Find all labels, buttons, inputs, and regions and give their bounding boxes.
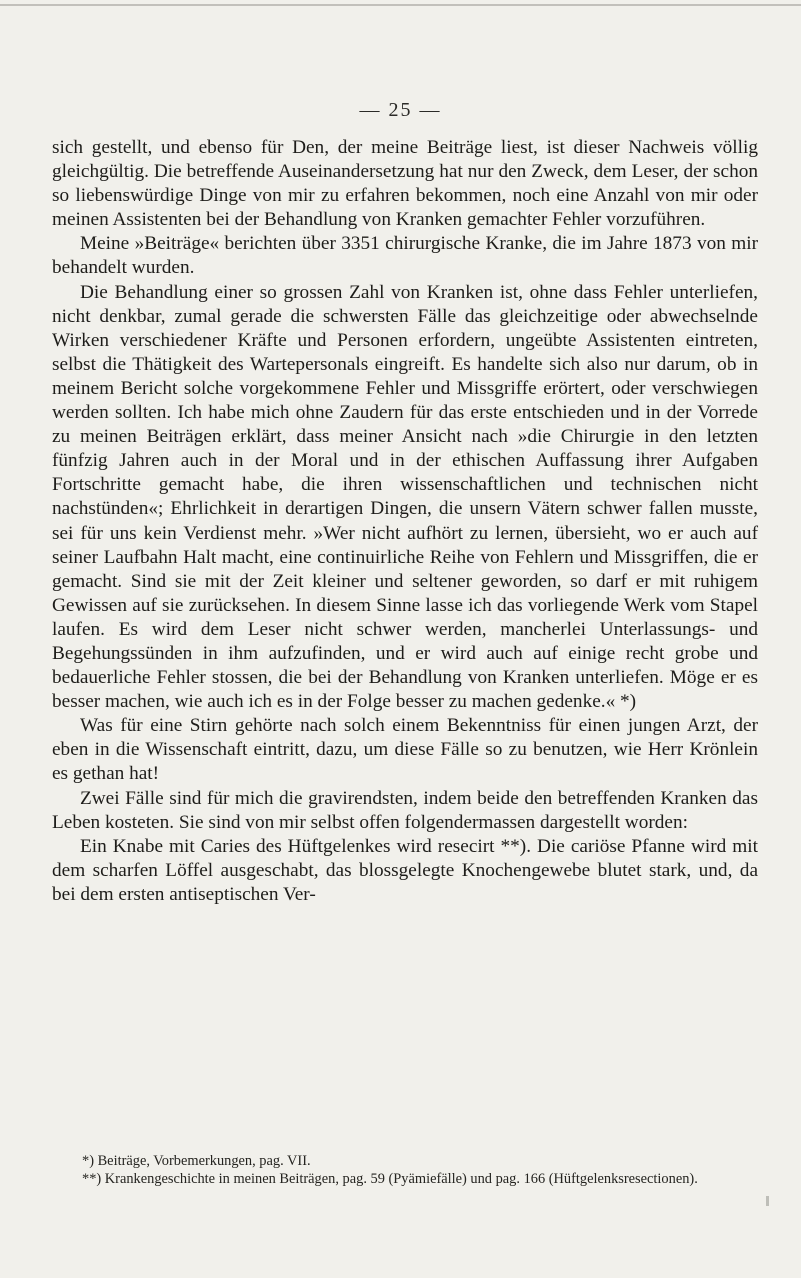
footnote: **) Krankengeschichte in meinen Beiträgen, pag. 59 (Pyämiefälle) und pag. 166 (Hüftgelenksresectionen). xyxy=(82,1171,698,1188)
footnote: *) Beiträge, Vorbemerkungen, pag. VII. xyxy=(82,1153,311,1169)
page-number: — 25 — xyxy=(359,99,442,121)
paragraph: Zwei Fälle sind für mich die gravirendsten, indem beide den betreffenden Kranken das Leben kosteten. Sie sind von mir selbst offen folgendermassen dargestellt worden: xyxy=(52,787,758,833)
footnotes xyxy=(52,1152,758,1188)
print-speck xyxy=(766,1196,769,1206)
page-edge-line xyxy=(0,4,801,6)
paragraph: Meine »Beiträge« berichten über 3351 chirurgische Kranke, die im Jahre 1873 von mir behandelt wurden. xyxy=(52,233,758,279)
body-text xyxy=(52,136,758,907)
paragraph: Ein Knabe mit Caries des Hüftgelenkes wird resecirt **). Die cariöse Pfanne wird mit dem scharfen Löffel ausgeschabt, das blossgelegte Knochengewebe blutet stark, und, da bei dem ersten antiseptischen Ver- xyxy=(52,835,758,905)
paragraph: Was für eine Stirn gehörte nach solch einem Bekenntniss für einen jungen Arzt, der eben in die Wissenschaft eintritt, dazu, um diese Fälle so zu benutzen, wie Herr Krönlein es gethan hat! xyxy=(52,715,758,785)
paragraph: sich gestellt, und ebenso für Den, der meine Beiträge liest, ist dieser Nachweis völlig gleichgültig. Die betreffende Auseinandersetzung hat nur den Zweck, dem Leser, der schon so liebenswürdige Dinge von mir zu erfahren bekommen, noch eine Anzahl von mir oder meinen Assistenten bei der Behandlung von Kranken gemachter Fehler vorzuführen. xyxy=(52,137,758,231)
paragraph: Die Behandlung einer so grossen Zahl von Kranken ist, ohne dass Fehler unterliefen, nicht denkbar, zumal gerade die schwersten Fälle das gleichzeitige oder abwechselnde Wirken verschiedener Kräfte und Personen erfordern, ungeübte Assistenten eintreten, selbst die Thätigkeit des Wartepersonals eingreift. Es handelte sich also nur darum, ob in meinem Bericht solche vorgekommene Fehler und Missgriffe erörtert, oder verschwiegen werden sollten. Ich habe mich ohne Zaudern für das erste entschieden und in der Vorrede zu meinen Beiträgen erklärt, dass meiner Ansicht nach »die Chirurgie in den letzten fünfzig Jahren auch in der Moral und in der ethischen Auffassung ihrer Aufgaben Fortschritte gemacht habe, die ihren wissenschaftlichen und technischen nicht nachstünden«; Ehrlichkeit in derartigen Dingen, die unsern Vätern schwer fallen musste, sei für uns kein Verdienst mehr. »Wer nicht aufhört zu lernen, übersieht, wo er auch auf seiner Laufbahn Halt macht, eine continuirliche Reihe von Fehlern und Missgriffen, die er gemacht. Sind sie mit der Zeit kleiner und seltener geworden, so darf er mit ruhigem Gewissen auf sie zurücksehen. In diesem Sinne lasse ich das vorliegende Werk vom Stapel laufen. Es wird dem Leser nicht schwer werden, mancherlei Unterlassungs- und Begehungssünden in ihm aufzufinden, und er wird auch auf einige recht grobe und bedauerliche Fehler stossen, die bei der Behandlung von Kranken unterliefen. Möge er es besser machen, wie auch ich es in der Folge besser zu machen gedenke.« *) xyxy=(52,281,758,713)
